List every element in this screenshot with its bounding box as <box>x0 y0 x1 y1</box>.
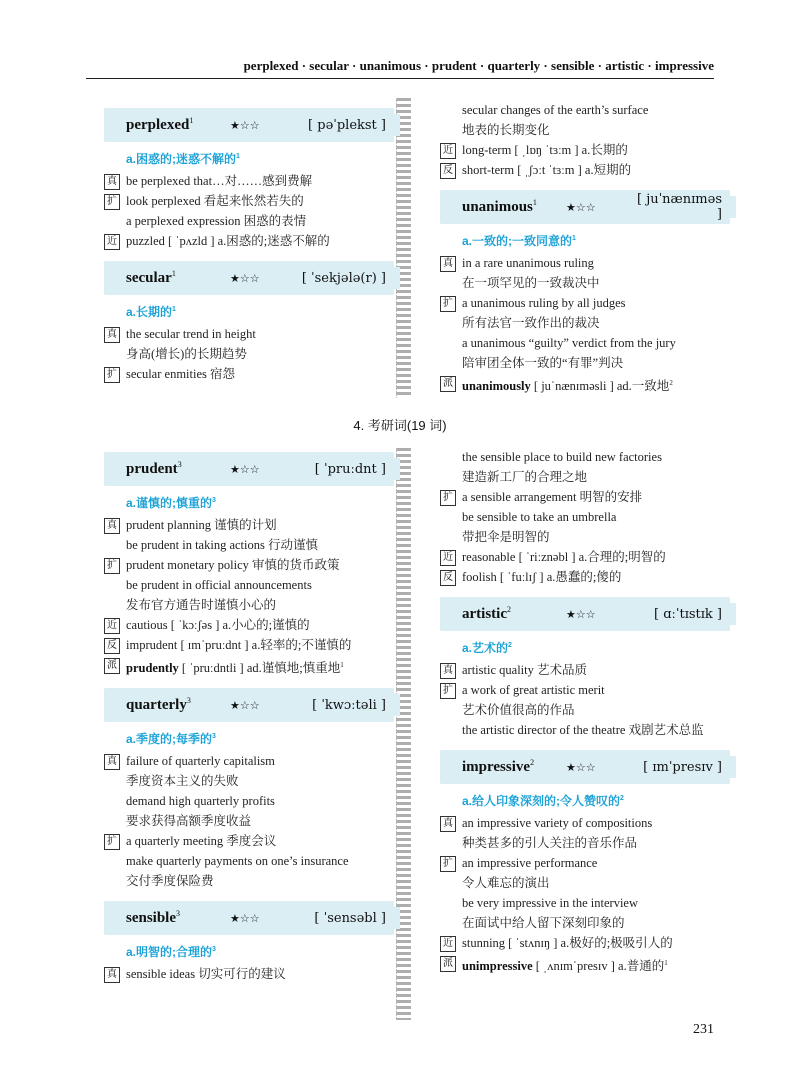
tag-badge <box>104 598 120 614</box>
definition: a.季度的;每季的$^3$ <box>126 732 216 747</box>
tag-badge: 扩 <box>104 558 120 574</box>
definition: a.困惑的;迷惑不解的$^1$ <box>126 152 240 166</box>
entry-line <box>440 833 730 853</box>
line-text: reasonable [ ˈriːznəbl ] a.合理的;明智的 <box>462 550 666 564</box>
entry-line <box>104 344 394 364</box>
page-number: 231 <box>693 1022 714 1037</box>
entry-unanimous <box>440 190 730 396</box>
line-text: cautious [ ˈkɔːʃəs ] a.小心的;谨慎的 <box>126 618 310 632</box>
phonetic: [ ɪmˈpresɪv ] <box>643 759 722 775</box>
phonetic: [ ˈsekjələ(r) ] <box>301 270 386 286</box>
tag-badge: 近 <box>440 936 456 952</box>
line-text: be prudent in taking actions 行动谨慎 <box>126 538 318 552</box>
tag-badge: 真 <box>104 967 120 983</box>
headword: unanimous$^1$ <box>462 198 537 215</box>
entry-line <box>440 953 730 976</box>
headword: quarterly$^3$ <box>126 696 191 714</box>
column-left-bottom <box>104 452 394 994</box>
tag-badge: 真 <box>104 754 120 770</box>
line-text: be sensible to take an umbrella <box>462 510 617 524</box>
entry-line <box>104 831 394 851</box>
tag-badge: 真 <box>440 663 456 679</box>
tag-badge <box>104 774 120 790</box>
frequency-mark: 3 <box>212 497 216 504</box>
definition: a.谨慎的;慎重的$^3$ <box>126 496 216 510</box>
tag-badge <box>104 538 120 554</box>
frequency-mark: 1 <box>189 116 194 125</box>
line-text: 陪审团全体一致的“有罪”判决 <box>462 356 624 370</box>
tag-badge: 近 <box>104 618 120 634</box>
frequency-mark: 3 <box>177 460 182 469</box>
line-text: artistic quality 艺术品质 <box>462 663 587 677</box>
entry-line <box>440 160 730 180</box>
line-text: 身高(增长)的长期趋势 <box>126 347 247 361</box>
entry-line <box>440 273 730 293</box>
tag-badge <box>440 836 456 852</box>
entry-line <box>104 595 394 615</box>
line-text: imprudent [ ɪmˈpruːdnt ] a.轻率的;不谨慎的 <box>126 638 352 652</box>
tag-badge: 扩 <box>104 194 120 210</box>
line-text: 地表的长期变化 <box>462 123 550 137</box>
headword: secular$^1$ <box>126 269 176 286</box>
frequency-mark: 1 <box>340 661 344 669</box>
frequency-mark: 1 <box>171 269 176 278</box>
line-text: a perplexed expression 困惑的表情 <box>126 214 307 228</box>
derived-word: unanimously <box>462 379 531 394</box>
entry-line <box>440 893 730 913</box>
entry-line <box>104 615 394 635</box>
phonetic: [ ˈsensəbl ] <box>314 910 386 926</box>
line-text: be prudent in official announcements <box>126 578 312 592</box>
star-rating: ★☆☆ <box>566 761 596 774</box>
tag-badge <box>104 578 120 594</box>
tag-badge: 派 <box>104 658 120 674</box>
tag-badge <box>104 347 120 363</box>
line-text: 在面试中给人留下深刻印象的 <box>462 916 625 930</box>
frequency-mark: 2 <box>669 379 673 387</box>
entry-secular <box>104 261 394 384</box>
entry-line <box>440 507 730 527</box>
star-rating: ★☆☆ <box>230 463 260 476</box>
tag-badge: 派 <box>440 956 456 972</box>
entry-line <box>440 373 730 396</box>
definition: a.长期的$^1$ <box>126 305 176 319</box>
tag-badge: 扩 <box>440 490 456 506</box>
entry-line <box>104 871 394 891</box>
entry-line <box>440 100 730 120</box>
tag-badge <box>440 276 456 292</box>
tag-badge: 真 <box>104 174 120 190</box>
line-text: 发布官方通告时谨慎小心的 <box>126 598 277 612</box>
tag-badge <box>104 874 120 890</box>
frequency-mark: 1 <box>532 198 537 207</box>
frequency-mark: 1 <box>572 235 576 242</box>
headword: prudent$^3$ <box>126 460 182 477</box>
line-text: the artistic director of the theatre 戏剧艺术总监 <box>462 723 704 737</box>
line-text: be very impressive in the interview <box>462 896 638 910</box>
tag-badge <box>440 510 456 526</box>
line-text: a quarterly meeting 季度会议 <box>126 834 277 849</box>
line-text: unanimously [ juˈnænɪməsli ] ad.一致地$^2$ <box>462 379 673 394</box>
line-text: foolish [ ˈfuːlɪʃ ] a.愚蠢的;傻的 <box>462 570 622 584</box>
entry-line <box>440 487 730 507</box>
entry-line <box>104 751 394 771</box>
entry-sensible <box>104 901 394 984</box>
column-right-bottom <box>440 447 730 986</box>
line-text: 所有法官一致作出的裁决 <box>462 316 600 330</box>
frequency-mark: 1 <box>236 153 240 160</box>
line-text: look perplexed 看起来怅然若失的 <box>126 194 304 208</box>
entry-line <box>440 913 730 933</box>
tag-badge: 扩 <box>104 834 120 850</box>
derived-word: unimpressive <box>462 959 533 974</box>
line-text: 在一项罕见的一致裁决中 <box>462 276 600 290</box>
headword-box <box>104 452 394 486</box>
tag-badge <box>104 854 120 870</box>
entry-line <box>440 933 730 953</box>
tag-badge: 扩 <box>440 296 456 312</box>
line-text: a unanimous ruling by all judges <box>462 296 626 310</box>
entry-line <box>440 313 730 333</box>
entry-line <box>440 353 730 373</box>
entry-line <box>440 873 730 893</box>
line-text: the sensible place to build new factories <box>462 450 662 464</box>
entry-line <box>104 635 394 655</box>
entry-line <box>104 771 394 791</box>
tag-badge: 真 <box>440 256 456 272</box>
headword-box <box>104 108 394 142</box>
tag-badge <box>440 530 456 546</box>
star-rating: ★☆☆ <box>566 201 596 214</box>
entry-line <box>440 140 730 160</box>
tag-badge <box>440 896 456 912</box>
tag-badge: 扩 <box>440 683 456 699</box>
entry-line <box>440 467 730 487</box>
definition: a.给人印象深刻的;令人赞叹的$^2$ <box>462 794 624 808</box>
entry-line <box>440 293 730 313</box>
entry-line <box>440 547 730 567</box>
entry-line <box>104 324 394 344</box>
tag-badge: 近 <box>440 143 456 159</box>
frequency-mark: 2 <box>530 758 535 767</box>
entry-perplexed <box>104 108 394 251</box>
line-text: make quarterly payments on one’s insurance <box>126 854 349 869</box>
headword: perplexed$^1$ <box>126 116 194 133</box>
line-text: 艺术价值很高的作品 <box>462 703 575 717</box>
entry-line <box>440 813 730 833</box>
line-text: secular changes of the earth’s surface <box>462 103 649 117</box>
entry-line <box>440 680 730 700</box>
tag-badge <box>440 336 456 352</box>
tag-badge: 派 <box>440 376 456 392</box>
tag-badge <box>440 356 456 372</box>
star-rating: ★☆☆ <box>230 912 260 925</box>
frequency-mark: 1 <box>664 959 668 967</box>
tag-badge <box>104 794 120 810</box>
definition: a.明智的;合理的$^3$ <box>126 945 216 960</box>
entry-line <box>104 231 394 251</box>
entry-artistic <box>440 597 730 740</box>
definition: a.艺术的$^2$ <box>462 641 512 655</box>
phonetic: [ juˈnænɪməs ] <box>637 192 722 222</box>
line-text: prudent planning 谨慎的计划 <box>126 518 277 532</box>
line-text: secular enmities 宿怨 <box>126 367 235 381</box>
line-text: 令人难忘的演出 <box>462 876 550 890</box>
star-rating: ★☆☆ <box>230 119 260 132</box>
tag-badge: 扩 <box>104 367 120 383</box>
frequency-mark: 3 <box>176 909 181 919</box>
entry-line <box>104 655 394 678</box>
tag-badge <box>440 876 456 892</box>
line-text: be perplexed that…对……感到费解 <box>126 174 313 188</box>
line-text: a sensible arrangement 明智的安排 <box>462 490 643 504</box>
line-text: a unanimous “guilty” verdict from the jury <box>462 336 676 350</box>
entry-line <box>440 120 730 140</box>
headword: artistic$^2$ <box>462 605 511 622</box>
tag-badge <box>440 103 456 119</box>
entry-line <box>104 364 394 384</box>
line-text: 带把伞是明智的 <box>462 530 550 544</box>
tag-badge: 反 <box>104 638 120 654</box>
entry-line <box>440 333 730 353</box>
entry-line <box>104 171 394 191</box>
entry-line <box>104 851 394 871</box>
column-left-top <box>104 108 394 394</box>
line-text: unimpressive [ ˌʌnɪmˈpresɪv ] a.普通的$^1$ <box>462 959 668 974</box>
entry-line <box>440 700 730 720</box>
line-text: stunning [ ˈstʌnɪŋ ] a.极好的;极吸引人的 <box>462 936 673 950</box>
headword-box <box>440 190 730 224</box>
line-text: sensible ideas 切实可行的建议 <box>126 967 286 982</box>
tag-badge <box>104 214 120 230</box>
tag-badge: 反 <box>440 570 456 586</box>
tag-badge <box>440 916 456 932</box>
section-title: 4. 考研词(19 词) <box>353 418 447 433</box>
entry-line <box>440 567 730 587</box>
entry-impressive <box>440 750 730 976</box>
tag-badge: 真 <box>104 518 120 534</box>
frequency-mark: 1 <box>172 306 176 313</box>
column-divider-top <box>396 98 411 398</box>
headword-box <box>104 261 394 295</box>
phonetic: [ ɑːˈtɪstɪk ] <box>654 606 722 622</box>
entry-quarterly <box>104 688 394 891</box>
entry-line <box>104 535 394 555</box>
line-text: an impressive performance <box>462 856 598 870</box>
entry-line <box>440 660 730 680</box>
headword-box <box>440 597 730 631</box>
entry-line <box>104 191 394 211</box>
entry-line <box>440 253 730 273</box>
definition: a.一致的;一致同意的$^1$ <box>462 234 576 248</box>
tag-badge: 反 <box>440 163 456 179</box>
tag-badge <box>440 316 456 332</box>
phonetic: [ pəˈplekst ] <box>308 117 386 133</box>
tag-badge <box>104 814 120 830</box>
entry-line <box>104 555 394 575</box>
headword-box <box>440 750 730 784</box>
tag-badge: 近 <box>104 234 120 250</box>
tag-badge: 扩 <box>440 856 456 872</box>
line-text: prudent monetary policy 审慎的货币政策 <box>126 558 340 572</box>
entry-line <box>440 720 730 740</box>
derived-word: prudently <box>126 661 179 676</box>
frequency-mark: 2 <box>506 605 511 614</box>
line-text: 建造新工厂的合理之地 <box>462 470 588 484</box>
tag-badge <box>440 450 456 466</box>
line-text: the secular trend in height <box>126 327 256 341</box>
frequency-mark: 2 <box>508 642 512 649</box>
headword: impressive$^2$ <box>462 758 535 775</box>
line-text: an impressive variety of compositions <box>462 816 653 830</box>
line-text: puzzled [ ˈpʌzld ] a.困惑的;迷惑不解的 <box>126 234 330 248</box>
entry-line <box>104 515 394 535</box>
frequency-mark: 3 <box>212 946 216 954</box>
column-right-top <box>440 100 730 406</box>
star-rating: ★☆☆ <box>230 272 260 285</box>
line-text: demand high quarterly profits <box>126 794 275 809</box>
phonetic: [ ˈkwɔːtəli ] <box>312 697 386 713</box>
line-text: 种类甚多的引人关注的音乐作品 <box>462 836 638 850</box>
column-divider-bottom <box>396 448 411 1020</box>
tag-badge <box>440 470 456 486</box>
line-text: 要求获得高额季度收益 <box>126 814 252 829</box>
line-text: a work of great artistic merit <box>462 683 605 697</box>
headword-box <box>104 901 394 935</box>
line-text: in a rare unanimous ruling <box>462 256 594 270</box>
entry-line <box>440 527 730 547</box>
line-text: failure of quarterly capitalism <box>126 754 275 769</box>
entry-line <box>104 964 394 984</box>
phonetic: [ ˈpruːdnt ] <box>314 461 386 477</box>
entry-line <box>440 447 730 467</box>
line-text: prudently [ ˈpruːdntli ] ad.谨慎地;慎重地$^1$ <box>126 661 344 676</box>
tag-badge <box>440 723 456 739</box>
tag-badge: 近 <box>440 550 456 566</box>
header-rule <box>86 78 714 79</box>
frequency-mark: 3 <box>212 733 216 741</box>
tag-badge <box>440 123 456 139</box>
tag-badge: 真 <box>440 816 456 832</box>
page-header-words: perplexed · secular · unanimous · prudent · quarterly · sensible · artistic · impressive <box>243 58 714 73</box>
star-rating: ★☆☆ <box>566 608 596 621</box>
entry-line <box>104 575 394 595</box>
line-text: 交付季度保险费 <box>126 874 214 889</box>
headword: sensible$^3$ <box>126 909 181 927</box>
frequency-mark: 3 <box>186 696 191 706</box>
tag-badge <box>440 703 456 719</box>
frequency-mark: 2 <box>620 795 624 802</box>
entry-prudent <box>104 452 394 678</box>
entry-line <box>104 811 394 831</box>
line-text: 季度资本主义的失败 <box>126 774 239 789</box>
entry-line <box>104 211 394 231</box>
line-text: short-term [ ˌʃɔːt ˈtɜːm ] a.短期的 <box>462 163 632 177</box>
entry-line <box>440 853 730 873</box>
line-text: long-term [ ˌlɒŋ ˈtɜːm ] a.长期的 <box>462 143 628 157</box>
headword-box <box>104 688 394 722</box>
star-rating: ★☆☆ <box>230 699 260 712</box>
tag-badge: 真 <box>104 327 120 343</box>
entry-line <box>104 791 394 811</box>
